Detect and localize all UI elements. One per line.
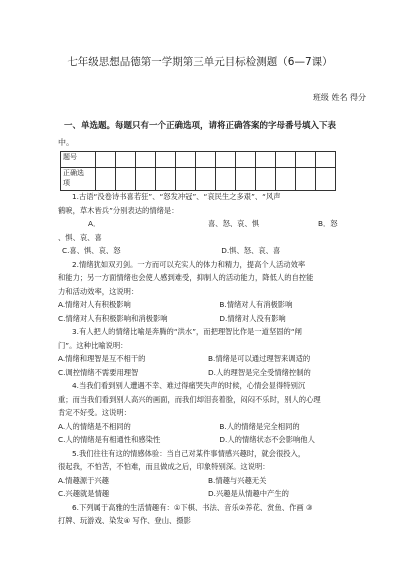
- q3-option-d: D.人的理智是完全受情绪控制的: [208, 367, 311, 377]
- answer-cell[interactable]: [156, 152, 176, 168]
- answer-cell[interactable]: [116, 168, 136, 191]
- answer-cell[interactable]: [256, 168, 276, 191]
- page-title: 七年级思想品德第一学期第三单元目标检测题（6—7课）: [67, 56, 333, 68]
- q2-stem-line2: 和能力；另一方面情绪也会使人感到难受，抑制人的活动能力，降低人的自控能: [58, 273, 314, 282]
- q1-option-a-text: 喜、怒、哀、惧: [208, 219, 260, 228]
- answer-table-row-answer: [61, 168, 336, 191]
- answer-cell[interactable]: [276, 168, 296, 191]
- q5-option-d: D.兴趣是从情趣中产生的: [208, 489, 289, 498]
- answer-label-line1: 正确选: [63, 169, 84, 177]
- answer-cell[interactable]: [216, 152, 236, 168]
- answer-cell[interactable]: [216, 168, 236, 191]
- q3-option-a: A.情绪和理智是互不相干的: [58, 354, 146, 363]
- q1-option-c: C.喜、惧、哀、怒: [62, 246, 121, 255]
- answer-table-answer-label: [61, 168, 96, 191]
- answer-cell[interactable]: [176, 168, 196, 191]
- q2-stem-line3: 力和活动效率，这说明：: [58, 286, 139, 296]
- q1-option-d: D.惧、怒、哀、喜: [221, 246, 281, 255]
- q4-options-cd: [58, 433, 358, 447]
- q1-option-a-letter: A．: [88, 219, 101, 228]
- answer-cell[interactable]: [276, 152, 296, 168]
- q1-options-cd: [58, 244, 358, 258]
- answer-cell[interactable]: [176, 152, 196, 168]
- q5-options-cd: [58, 487, 358, 501]
- answer-label-line2: 项: [63, 179, 70, 187]
- answer-cell[interactable]: [296, 152, 316, 168]
- q1-stem-line1: 1.古语“没卷诗书喜若狂”、“怒发冲冠”、“哀民生之多艰”、“风声: [72, 192, 281, 201]
- q3-options-ab: [58, 352, 358, 366]
- q4-option-b: B.人的情绪是完全相同的: [219, 421, 300, 431]
- q2-options-cd: [58, 312, 358, 326]
- q6-stem-line1: 6.下列属于高雅的生活情趣有：①下棋、书法、音乐②养花、赏鱼、作画 ③: [72, 502, 313, 512]
- answer-cell[interactable]: [256, 152, 276, 168]
- q4-option-c: C.人的情绪是有相通性和感染性: [58, 435, 161, 444]
- section-heading-continuation: 中。: [58, 138, 74, 147]
- q2-option-c: C.情绪对人有积极影响和消极影响: [58, 313, 168, 323]
- answer-table: [60, 151, 336, 191]
- answer-table-number-label: 题号: [61, 152, 96, 168]
- section-heading: 一、单选题。每题只有一个正确选项，请将正确答案的字母番号填入下表: [64, 121, 337, 131]
- answer-cell[interactable]: [296, 168, 316, 191]
- answer-cell[interactable]: [116, 152, 136, 168]
- q2-stem-line1: 2.情绪犹如双刃剑。一方而可以充实人的体力和精力，提高个人活动效率: [72, 259, 306, 269]
- q4-stem-line1: 4.当我们看到别人遭遇不幸、难过得痛哭失声的时候，心情会显得特别沉: [72, 381, 306, 390]
- answer-cell[interactable]: [316, 168, 336, 191]
- answer-cell[interactable]: [196, 168, 216, 191]
- answer-cell[interactable]: [136, 168, 156, 191]
- answer-cell[interactable]: [316, 152, 336, 168]
- q5-stem-line2: 很起我，不怕苦，不怕难，而且做成之后，印象特别深。这说明：: [58, 462, 270, 471]
- q3-stem-line1: 3.有人把人的情绪比喻是奔腾的“洪水”，而把理智比作是一道坚固的“闸: [72, 327, 302, 336]
- answer-cell[interactable]: [136, 152, 156, 168]
- student-info-line: 班级 姓名 得分: [312, 93, 366, 102]
- q1-options-ab: [58, 217, 358, 231]
- answer-table-row-number: [61, 152, 336, 168]
- answer-cell[interactable]: [156, 168, 176, 191]
- q3-options-cd: [58, 366, 358, 380]
- q4-option-a: A.人的情绪是不相同的: [58, 421, 131, 431]
- answer-cell[interactable]: [236, 152, 256, 168]
- q5-option-b: B.情趣与兴趣无关: [208, 475, 267, 485]
- question-body: [58, 190, 358, 528]
- q3-option-b: B.情绪是可以通过理智来调适的: [208, 354, 311, 363]
- q2-option-a: A.情绪对人有积极影响: [58, 300, 131, 309]
- q5-option-c: C.兴趣就是情趣: [58, 489, 110, 498]
- q2-option-d: D.情绪对人没有影响: [219, 313, 286, 323]
- q6-stem-line2: 打牌、玩游戏、染发④ 写作、登山、摄影: [58, 516, 191, 525]
- q1-option-b: B．怒: [318, 219, 338, 228]
- q5-stem-line1: 5.我们往往有这的情感体验：当自己对某件事情感兴趣时，就会很投入，: [72, 448, 306, 458]
- q4-stem-line2: 重；而当我们看到别人高兴的画面，而我们却泪丧着脸，闷闷不乐时，别人的心理: [58, 394, 321, 404]
- q1-stem-line2: 鹤唳，草木皆兵”分别表达的情绪是：: [58, 205, 179, 215]
- answer-cell[interactable]: [196, 152, 216, 168]
- q2-options-ab: [58, 298, 358, 312]
- q5-option-a: A.情趣源于兴趣: [58, 475, 109, 485]
- q3-stem-line2: 门”。这种比喻说明：: [58, 340, 128, 350]
- q4-stem-line3: 肯定不好受。这说明：: [58, 408, 131, 417]
- answer-cell[interactable]: [96, 152, 116, 168]
- q4-option-d: D.人的情绪状态不会影响他人: [219, 435, 315, 444]
- q2-option-b: B.情绪对人有消极影响: [219, 300, 293, 309]
- q4-options-ab: [58, 420, 358, 434]
- q1-option-b-continuation: 、惧、哀、喜: [58, 232, 102, 242]
- q5-options-ab: [58, 474, 358, 488]
- answer-cell[interactable]: [96, 168, 116, 191]
- q3-option-c: C.调控情绪不需要用理智: [58, 367, 139, 377]
- answer-cell[interactable]: [236, 168, 256, 191]
